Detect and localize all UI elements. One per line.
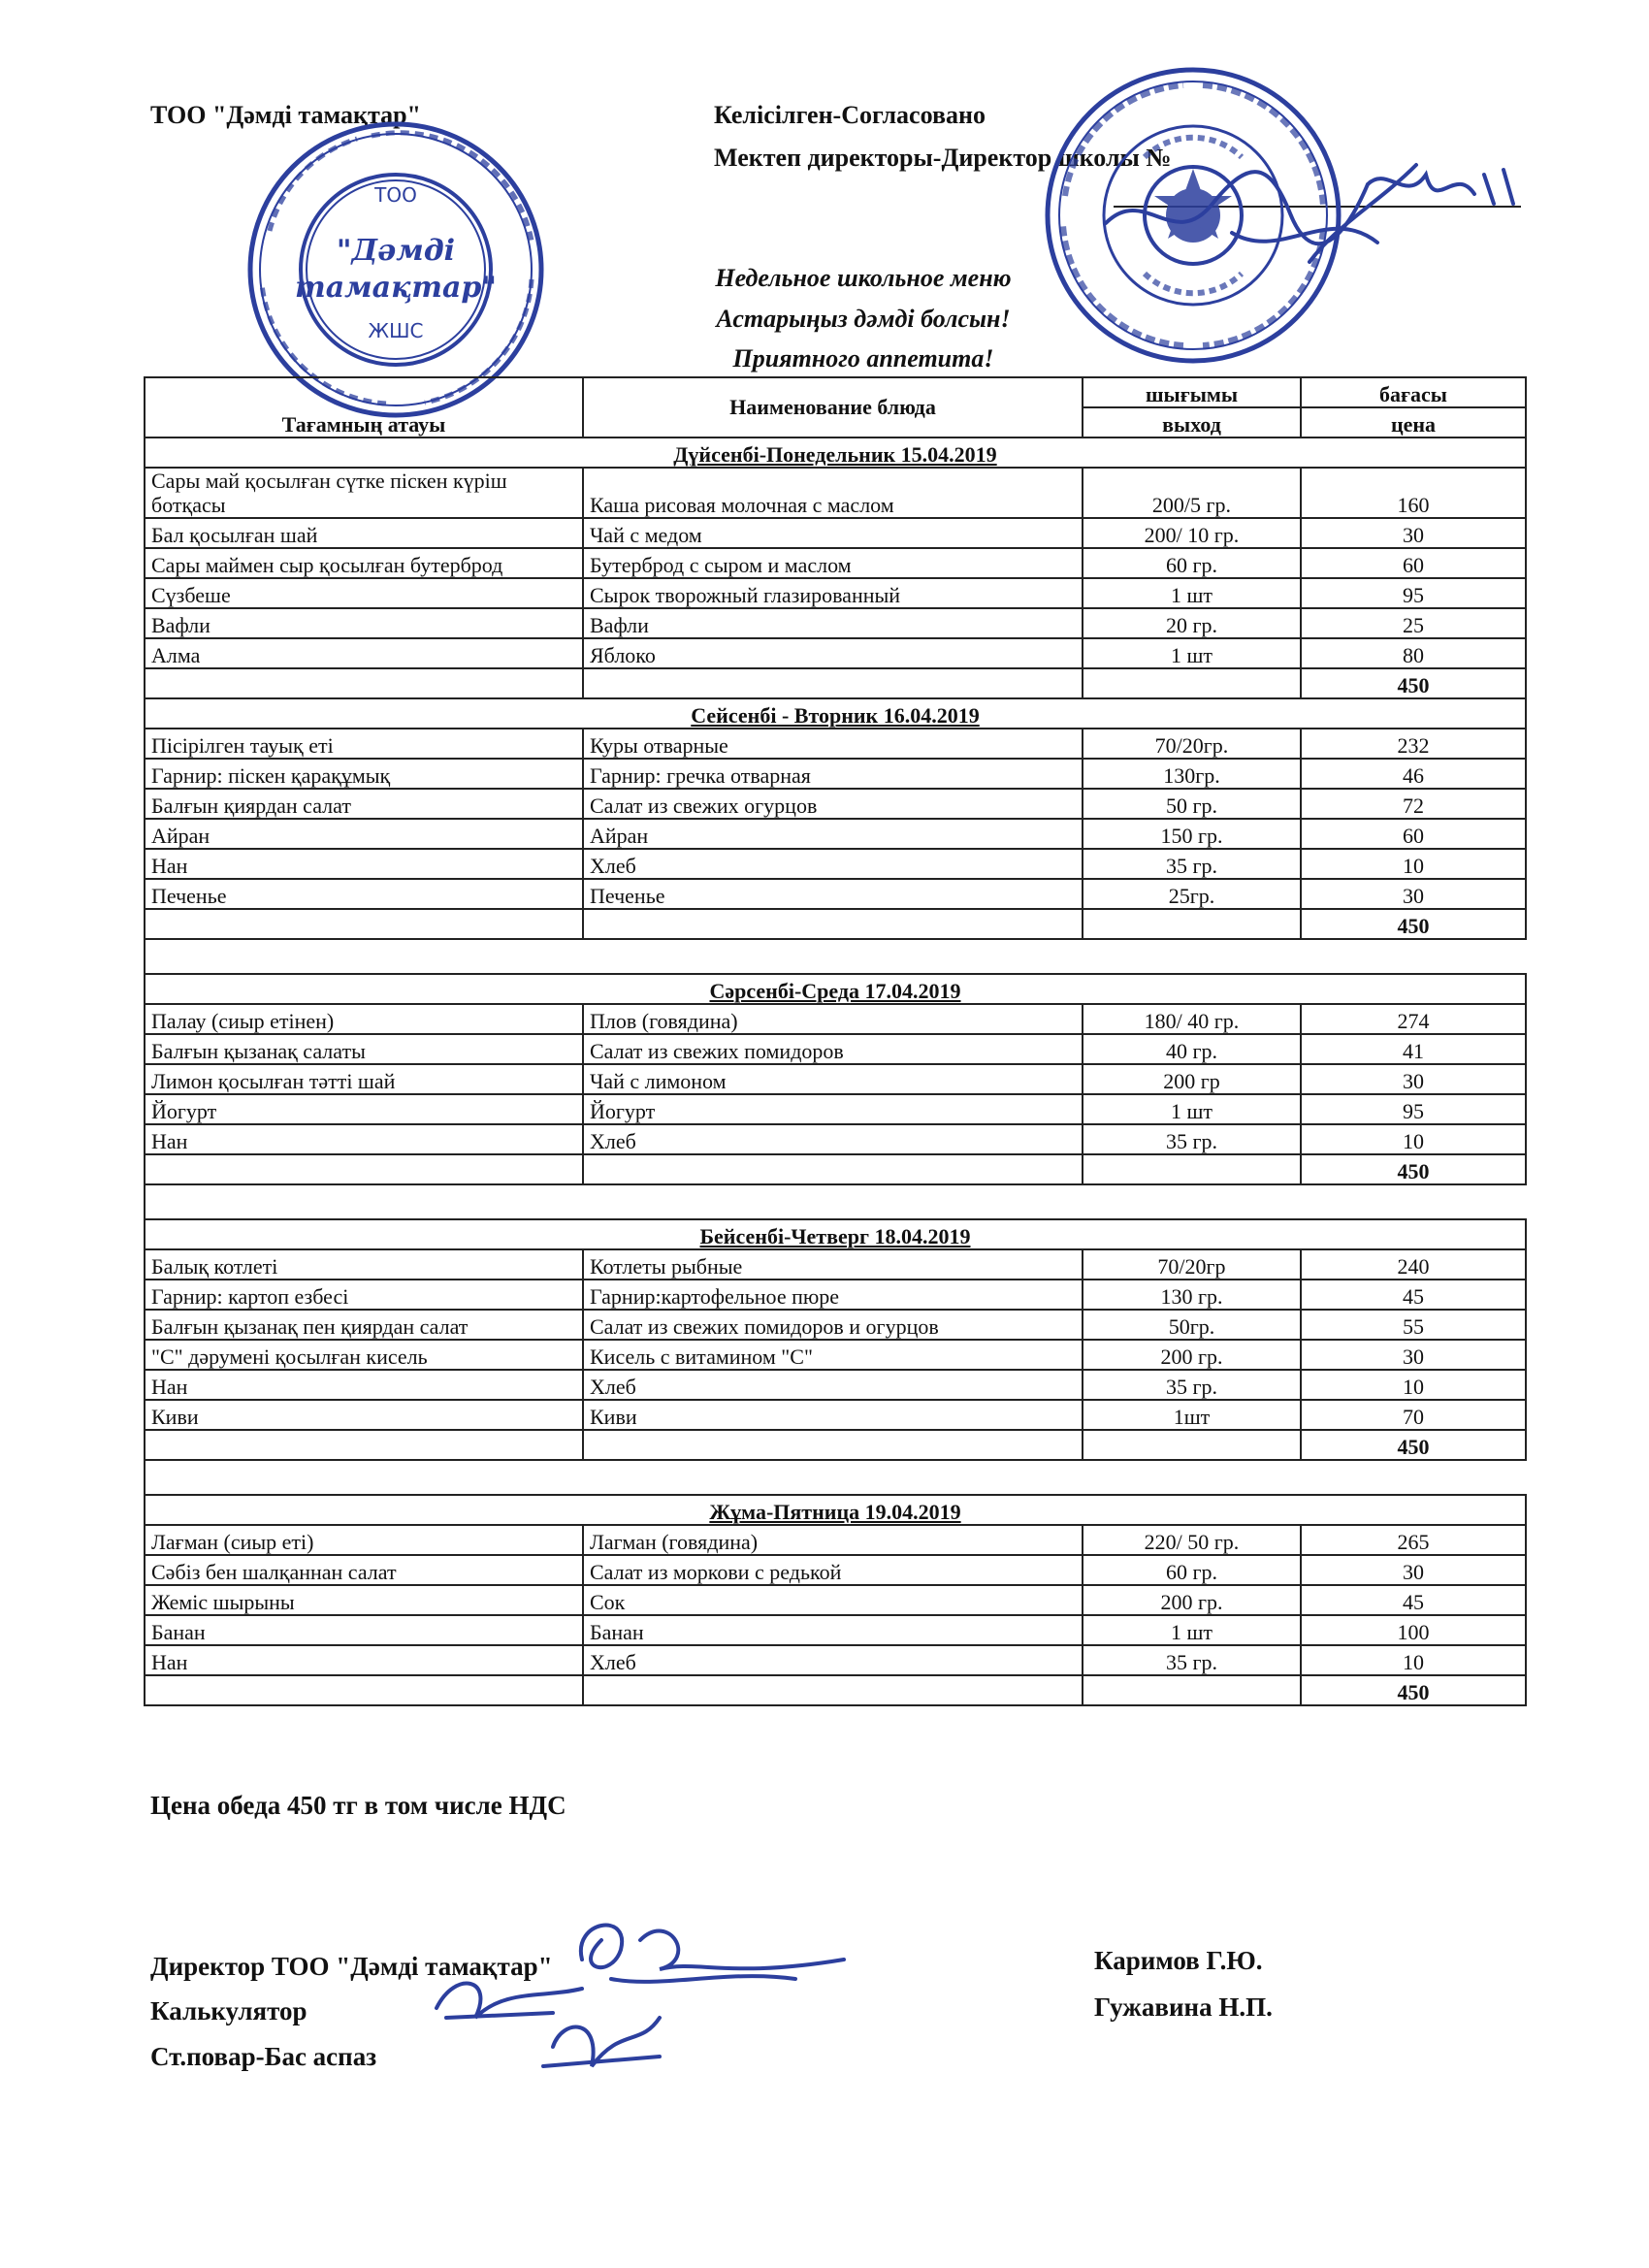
day-header-row: [145, 1219, 1526, 1249]
dish-name-kz: Балғын қызанақ салаты: [145, 1034, 583, 1064]
section-gap: [145, 1460, 1526, 1495]
dish-name-kz: Печенье: [145, 879, 583, 909]
col-header-output-kz: шығымы: [1083, 377, 1301, 407]
table-row: [145, 1124, 1526, 1154]
dish-output: 200/5 гр.: [1083, 468, 1301, 518]
dish-price: 80: [1301, 638, 1526, 668]
dish-price: 10: [1301, 1124, 1526, 1154]
table-row: [145, 1004, 1526, 1034]
dish-name-ru: Хлеб: [583, 1370, 1083, 1400]
dish-name-ru: Салат из свежих помидоров: [583, 1034, 1083, 1064]
table-row: [145, 849, 1526, 879]
table-row: [145, 789, 1526, 819]
dish-price: 55: [1301, 1310, 1526, 1340]
dish-output: 35 гр.: [1083, 849, 1301, 879]
table-row: [145, 1400, 1526, 1430]
dish-price: 274: [1301, 1004, 1526, 1034]
dish-name-kz: Пісірілген тауық еті: [145, 729, 583, 759]
dish-output: 35 гр.: [1083, 1645, 1301, 1675]
dish-output: 70/20гр: [1083, 1249, 1301, 1280]
total-row: [145, 1430, 1526, 1460]
day-header-row: [145, 1495, 1526, 1525]
total-empty-3: [1083, 668, 1301, 698]
calculator-role: Калькулятор: [150, 1996, 307, 2025]
dish-name-ru: Чай с медом: [583, 518, 1083, 548]
dish-output: 70/20гр.: [1083, 729, 1301, 759]
dish-output: 40 гр.: [1083, 1034, 1301, 1064]
dish-price: 60: [1301, 819, 1526, 849]
dish-price: 60: [1301, 548, 1526, 578]
director-signature-icon: [1086, 146, 1533, 281]
dish-name-ru: Печенье: [583, 879, 1083, 909]
dish-name-ru: Сок: [583, 1585, 1083, 1615]
dish-output: 35 гр.: [1083, 1124, 1301, 1154]
dish-name-kz: Жеміс шырыны: [145, 1585, 583, 1615]
col-header-price-ru: цена: [1301, 407, 1526, 437]
dish-name-ru: Банан: [583, 1615, 1083, 1645]
table-row: [145, 548, 1526, 578]
company-name: ТОО "Дәмді тамақтар": [150, 101, 421, 129]
day-title: Сейсенбі - Вторник 16.04.2019: [145, 698, 1526, 729]
dish-name-ru: Хлеб: [583, 849, 1083, 879]
total-empty-2: [583, 668, 1083, 698]
dish-name-kz: Палау (сиыр етінен): [145, 1004, 583, 1034]
dish-price: 240: [1301, 1249, 1526, 1280]
dish-name-kz: Айран: [145, 819, 583, 849]
stamp-brand-1: "Дәмді: [336, 234, 456, 268]
dish-price: 45: [1301, 1585, 1526, 1615]
dish-name-ru: Куры отварные: [583, 729, 1083, 759]
dish-price: 100: [1301, 1615, 1526, 1645]
dish-name-kz: Сәбіз бен шалқаннан салат: [145, 1555, 583, 1585]
dish-name-ru: Хлеб: [583, 1645, 1083, 1675]
stamp-brand-2: тамақтар": [294, 271, 498, 305]
col-header-kz: Тағамның атауы: [145, 377, 583, 437]
dish-name-kz: Балық котлеті: [145, 1249, 583, 1280]
dish-name-kz: "С" дәрумені қосылған кисель: [145, 1340, 583, 1370]
menu-table: [144, 376, 1527, 1706]
dish-name-ru: Киви: [583, 1400, 1083, 1430]
dish-price: 10: [1301, 849, 1526, 879]
day-header-row: [145, 437, 1526, 468]
total-empty-3: [1083, 909, 1301, 939]
gap-cell: [145, 1184, 1526, 1219]
director-name: Каримов Г.Ю.: [1094, 1946, 1263, 1975]
table-row: [145, 1249, 1526, 1280]
dish-name-ru: Сырок творожный глазированный: [583, 578, 1083, 608]
stamp-center-top: ТОО: [374, 183, 417, 207]
dish-name-ru: Вафли: [583, 608, 1083, 638]
table-row: [145, 1645, 1526, 1675]
col-header-output-ru: выход: [1083, 407, 1301, 437]
gap-cell: [145, 1460, 1526, 1495]
table-row: [145, 1615, 1526, 1645]
dish-name-kz: Нан: [145, 1645, 583, 1675]
dish-price: 30: [1301, 1555, 1526, 1585]
dish-name-ru: Хлеб: [583, 1124, 1083, 1154]
table-row: [145, 1525, 1526, 1555]
dish-output: 25гр.: [1083, 879, 1301, 909]
total-empty-2: [583, 909, 1083, 939]
chef-role: Ст.повар-Бас аспаз: [150, 2042, 377, 2071]
dish-output: 200 гр: [1083, 1064, 1301, 1094]
day-title: Сәрсенбі-Среда 17.04.2019: [145, 974, 1526, 1004]
dish-name-ru: Гарнир: гречка отварная: [583, 759, 1083, 789]
total-row: [145, 909, 1526, 939]
table-row: [145, 1370, 1526, 1400]
total-empty-1: [145, 1154, 583, 1184]
subtitle-ru: Недельное школьное меню: [715, 264, 1012, 292]
total-empty-1: [145, 909, 583, 939]
dish-price: 95: [1301, 1094, 1526, 1124]
footer-signatures-icon: [407, 1901, 873, 2095]
table-row: [145, 1094, 1526, 1124]
table-row: [145, 608, 1526, 638]
dish-name-kz: Лағман (сиыр еті): [145, 1525, 583, 1555]
dish-name-kz: Вафли: [145, 608, 583, 638]
dish-output: 1шт: [1083, 1400, 1301, 1430]
dish-name-ru: Гарнир:картофельное пюре: [583, 1280, 1083, 1310]
total-empty-2: [583, 1675, 1083, 1705]
table-row: [145, 879, 1526, 909]
dish-price: 10: [1301, 1645, 1526, 1675]
dish-name-kz: Нан: [145, 1370, 583, 1400]
dish-output: 200 гр.: [1083, 1585, 1301, 1615]
agreed-label: Келісілген-Согласовано: [714, 101, 986, 129]
total-row: [145, 668, 1526, 698]
dish-name-kz: Банан: [145, 1615, 583, 1645]
table-row: [145, 1310, 1526, 1340]
dish-price: 46: [1301, 759, 1526, 789]
dish-output: 1 шт: [1083, 1094, 1301, 1124]
dish-price: 10: [1301, 1370, 1526, 1400]
dish-output: 1 шт: [1083, 1615, 1301, 1645]
dish-name-ru: Салат из моркови с редькой: [583, 1555, 1083, 1585]
dish-price: 30: [1301, 1064, 1526, 1094]
dish-name-ru: Чай с лимоном: [583, 1064, 1083, 1094]
dish-name-kz: Киви: [145, 1400, 583, 1430]
table-row: [145, 638, 1526, 668]
table-row: [145, 468, 1526, 518]
table-row: [145, 759, 1526, 789]
dish-output: 150 гр.: [1083, 819, 1301, 849]
director-line: Мектеп директоры-Директор школы №: [714, 144, 1172, 172]
dish-output: 1 шт: [1083, 578, 1301, 608]
dish-name-kz: Гарнир: картоп езбесі: [145, 1280, 583, 1310]
table-row: [145, 819, 1526, 849]
dish-name-kz: Нан: [145, 1124, 583, 1154]
dish-price: 30: [1301, 1340, 1526, 1370]
section-gap: [145, 939, 1526, 974]
total-empty-3: [1083, 1430, 1301, 1460]
day-title: Бейсенбі-Четверг 18.04.2019: [145, 1219, 1526, 1249]
table-row: [145, 578, 1526, 608]
dish-output: 50 гр.: [1083, 789, 1301, 819]
dish-name-kz: Бал қосылған шай: [145, 518, 583, 548]
dish-name-ru: Салат из свежих помидоров и огурцов: [583, 1310, 1083, 1340]
day-total: 450: [1301, 668, 1526, 698]
dish-name-ru: Бутерброд с сыром и маслом: [583, 548, 1083, 578]
director-role: Директор ТОО "Дәмді тамақтар": [150, 1952, 553, 1981]
dish-price: 265: [1301, 1525, 1526, 1555]
stamp-center-bottom: ЖШС: [368, 319, 424, 342]
total-empty-3: [1083, 1675, 1301, 1705]
dish-output: 200/ 10 гр.: [1083, 518, 1301, 548]
dish-output: 60 гр.: [1083, 1555, 1301, 1585]
day-title: Дүйсенбі-Понедельник 15.04.2019: [145, 437, 1526, 468]
dish-output: 200 гр.: [1083, 1340, 1301, 1370]
dish-output: 50гр.: [1083, 1310, 1301, 1340]
dish-name-kz: Сары май қосылған сүтке піскен күріш ботқасы: [145, 468, 583, 518]
dish-output: 20 гр.: [1083, 608, 1301, 638]
dish-price: 72: [1301, 789, 1526, 819]
table-row: [145, 1064, 1526, 1094]
dish-name-ru: Яблоко: [583, 638, 1083, 668]
dish-name-kz: Нан: [145, 849, 583, 879]
subtitle-kz: Астарыңыз дәмді болсын!: [716, 305, 1011, 333]
dish-price: 45: [1301, 1280, 1526, 1310]
dish-output: 1 шт: [1083, 638, 1301, 668]
table-row: [145, 1585, 1526, 1615]
day-title: Жұма-Пятница 19.04.2019: [145, 1495, 1526, 1525]
dish-name-ru: Лагман (говядина): [583, 1525, 1083, 1555]
dish-name-kz: Алма: [145, 638, 583, 668]
col-header-price-kz: бағасы: [1301, 377, 1526, 407]
total-empty-1: [145, 1430, 583, 1460]
dish-price: 160: [1301, 468, 1526, 518]
dish-name-ru: Салат из свежих огурцов: [583, 789, 1083, 819]
price-note: Цена обеда 450 тг в том числе НДС: [150, 1791, 566, 1820]
table-row: [145, 1034, 1526, 1064]
table-row: [145, 729, 1526, 759]
day-total: 450: [1301, 1154, 1526, 1184]
total-empty-1: [145, 668, 583, 698]
dish-name-ru: Айран: [583, 819, 1083, 849]
day-header-row: [145, 974, 1526, 1004]
day-total: 450: [1301, 1675, 1526, 1705]
total-empty-3: [1083, 1154, 1301, 1184]
calculator-name: Гужавина Н.П.: [1094, 1993, 1273, 2022]
dish-price: 232: [1301, 729, 1526, 759]
dish-price: 70: [1301, 1400, 1526, 1430]
dish-price: 30: [1301, 879, 1526, 909]
dish-name-kz: Балғын қиярдан салат: [145, 789, 583, 819]
dish-price: 30: [1301, 518, 1526, 548]
total-empty-2: [583, 1430, 1083, 1460]
dish-output: 35 гр.: [1083, 1370, 1301, 1400]
dish-output: 130гр.: [1083, 759, 1301, 789]
col-header-ru: Наименование блюда: [583, 377, 1083, 437]
total-row: [145, 1154, 1526, 1184]
day-total: 450: [1301, 1430, 1526, 1460]
dish-name-kz: Лимон қосылған тәтті шай: [145, 1064, 583, 1094]
dish-price: 95: [1301, 578, 1526, 608]
table-row: [145, 518, 1526, 548]
total-empty-2: [583, 1154, 1083, 1184]
dish-name-kz: Йогурт: [145, 1094, 583, 1124]
table-row: [145, 1555, 1526, 1585]
gap-cell: [145, 939, 1526, 974]
dish-output: 180/ 40 гр.: [1083, 1004, 1301, 1034]
dish-name-ru: Кисель с витамином "С": [583, 1340, 1083, 1370]
dish-output: 60 гр.: [1083, 548, 1301, 578]
total-row: [145, 1675, 1526, 1705]
dish-output: 220/ 50 гр.: [1083, 1525, 1301, 1555]
dish-name-kz: Сүзбеше: [145, 578, 583, 608]
dish-price: 41: [1301, 1034, 1526, 1064]
table-row: [145, 1280, 1526, 1310]
dish-name-ru: Йогурт: [583, 1094, 1083, 1124]
dish-name-kz: Сары маймен сыр қосылған бутерброд: [145, 548, 583, 578]
dish-price: 25: [1301, 608, 1526, 638]
dish-output: 130 гр.: [1083, 1280, 1301, 1310]
subtitle-ru2: Приятного аппетита!: [732, 344, 994, 373]
total-empty-1: [145, 1675, 583, 1705]
dish-name-ru: Плов (говядина): [583, 1004, 1083, 1034]
dish-name-kz: Балғын қызанақ пен қиярдан салат: [145, 1310, 583, 1340]
day-header-row: [145, 698, 1526, 729]
section-gap: [145, 1184, 1526, 1219]
table-row: [145, 1340, 1526, 1370]
dish-name-kz: Гарнир: піскен қарақұмық: [145, 759, 583, 789]
dish-name-ru: Каша рисовая молочная с маслом: [583, 468, 1083, 518]
day-total: 450: [1301, 909, 1526, 939]
dish-name-ru: Котлеты рыбные: [583, 1249, 1083, 1280]
